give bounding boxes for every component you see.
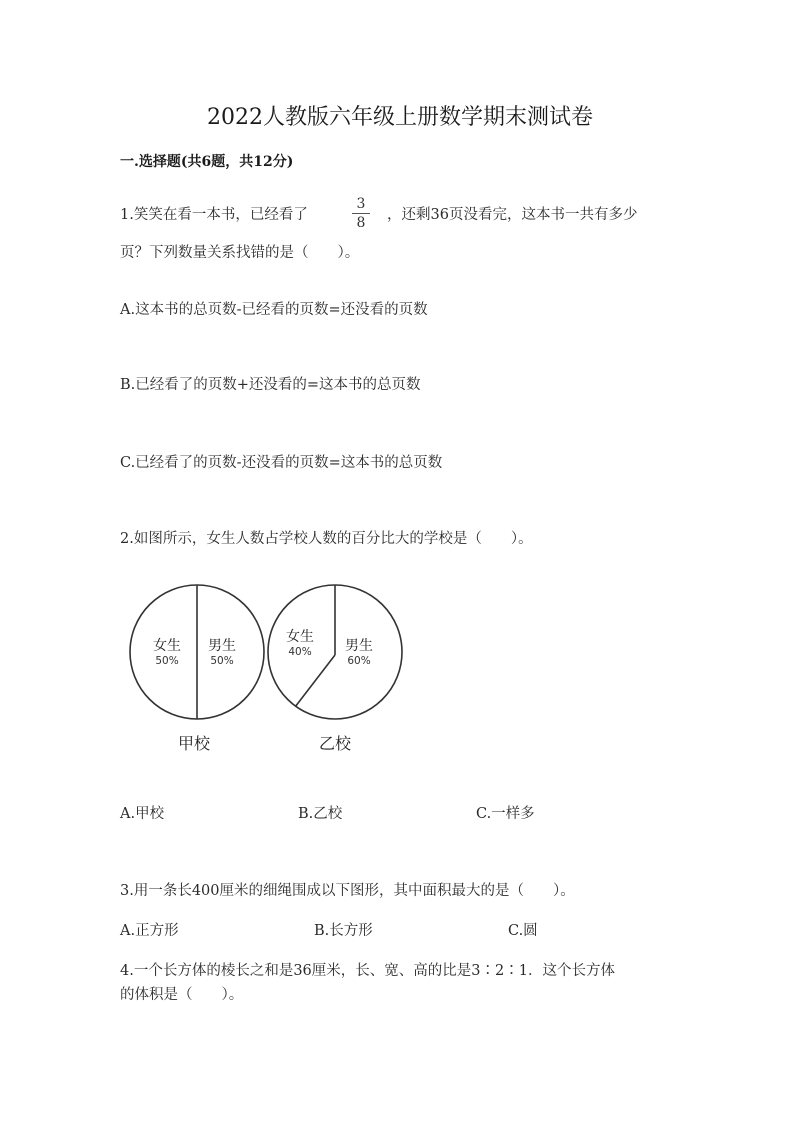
pie-yi-divider-slant (296, 655, 335, 706)
pie-jia-left-name: 女生 (153, 638, 181, 654)
q1-text-line2: 页？下列数量关系找错的是（ ）。 (120, 245, 360, 261)
pie-yi-right-pct: 60% (347, 655, 371, 667)
pie-jia-right-name: 男生 (208, 638, 236, 654)
q1-option-b: B.已经看了的页数+还没看的=这本书的总页数 (120, 377, 421, 393)
q3-option-b: B.长方形 (314, 923, 373, 939)
q4-text-line2: 的体积是（ ）。 (120, 987, 244, 1003)
pie-yi-school: 乙校 (319, 734, 352, 753)
q3-option-a: A.正方形 (120, 923, 179, 939)
pie-jia-school: 甲校 (178, 734, 211, 753)
q2-text: 2.如图所示，女生人数占学校人数的百分比大的学校是（ ）。 (120, 531, 533, 547)
fraction-bar (352, 213, 370, 214)
fraction-numerator: 3 (356, 196, 366, 212)
pie-jia-left-pct: 50% (155, 655, 179, 667)
q1-option-a: A.这本书的总页数-已经看的页数=还没看的页数 (120, 302, 428, 318)
pie-yi-left-name: 女生 (286, 629, 314, 645)
section-heading: 一.选择题(共6题，共12分) (120, 154, 294, 170)
q3-text: 3.用一条长400厘米的细绳围成以下图形，其中面积最大的是（ ）。 (120, 883, 575, 899)
q2-option-c: C.一样多 (476, 806, 535, 822)
pie-yi-left-pct: 40% (288, 646, 312, 658)
q2-option-b: B.乙校 (298, 806, 343, 822)
q1-option-c: C.已经看了的页数-还没看的页数=这本书的总页数 (120, 455, 443, 471)
q4-text-line1: 4.一个长方体的棱长之和是36厘米，长、宽、高的比是3∶2∶1．这个长方体 (120, 963, 615, 979)
q2-option-a: A.甲校 (120, 806, 165, 822)
q1-text-after: ，还剩36页没看完，这本书一共有多少 (387, 207, 638, 223)
q3-option-c: C.圆 (508, 923, 538, 939)
pie-jia-right-label (208, 639, 236, 669)
fraction-denominator: 8 (356, 215, 366, 231)
page-title: 2022人教版六年级上册数学期末测试卷 (207, 105, 593, 130)
q1-text-before: 1.笑笑在看一本书，已经看了 (120, 207, 308, 223)
pie-yi-right-label (345, 639, 373, 669)
pie-yi-right-name: 男生 (345, 638, 373, 654)
pie-yi-left-label (286, 630, 314, 660)
pie-jia-left-label (153, 639, 181, 669)
q1-fraction (352, 196, 370, 231)
pie-jia-right-pct: 50% (210, 655, 234, 667)
